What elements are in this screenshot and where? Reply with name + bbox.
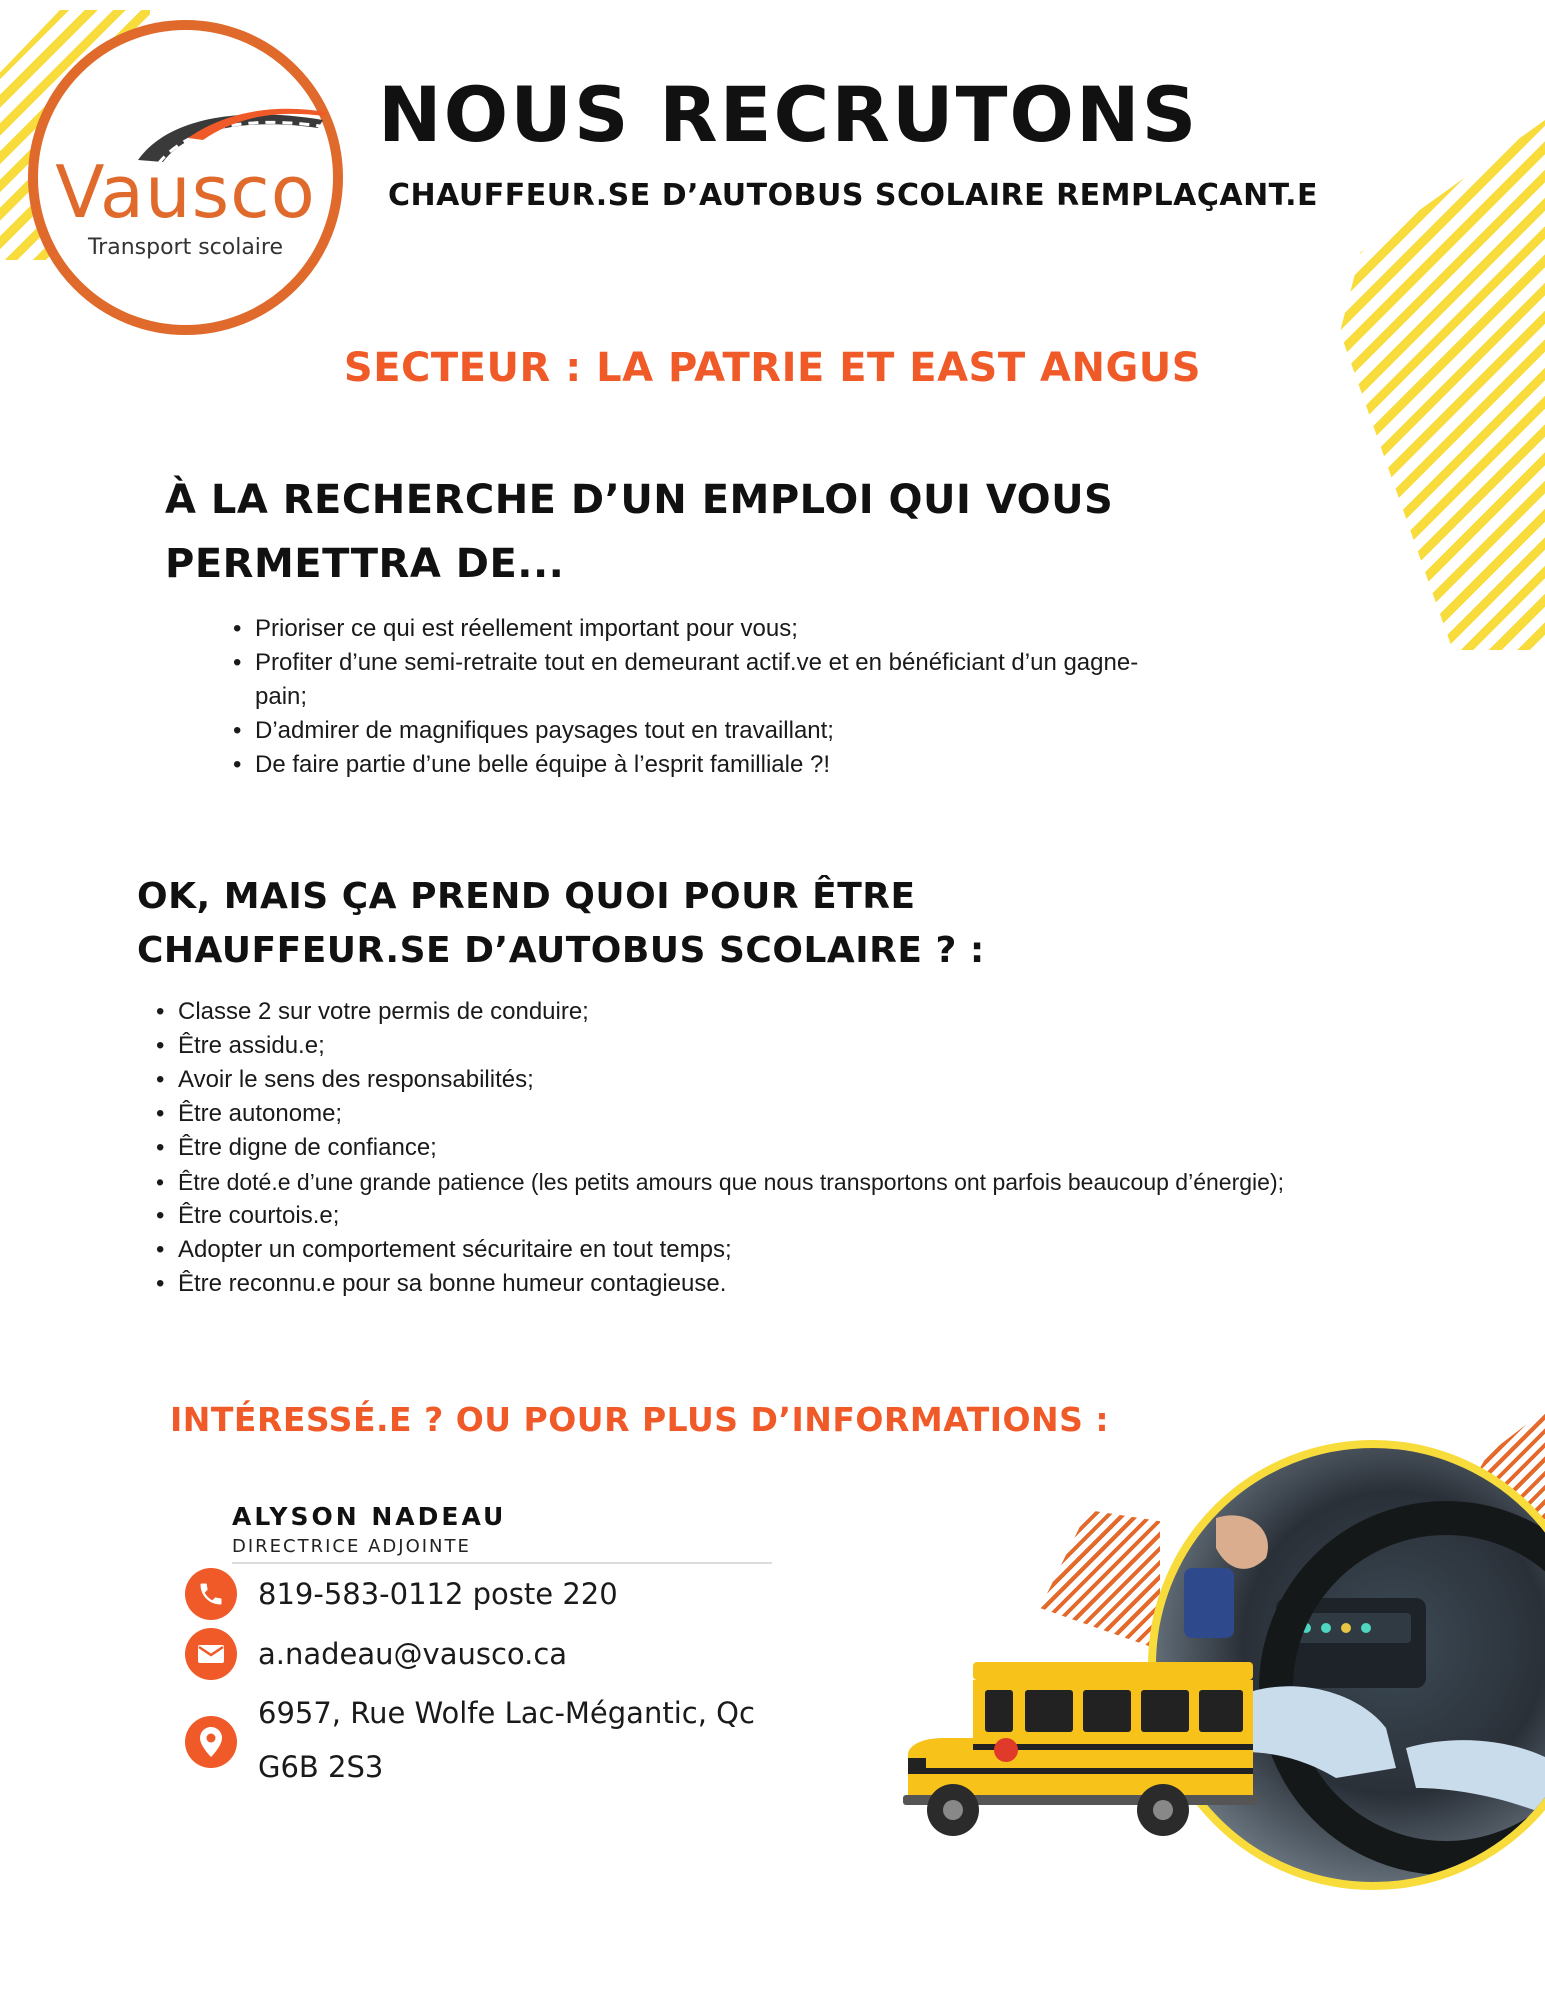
address-line2: G6B 2S3 [258, 1750, 384, 1784]
list-item: • D’admirer de magnifiques paysages tout en travaillant; [225, 714, 1185, 748]
list-item: • Être reconnu.e pour sa bonne humeur contagieuse. [148, 1267, 1528, 1301]
section1-heading-line2: PERMETTRA DE... [165, 541, 565, 587]
list-item: • Avoir le sens des responsabilités; [148, 1063, 1528, 1097]
section1-list [225, 612, 1185, 782]
contact-role: DIRECTRICE ADJOINTE [232, 1536, 471, 1557]
list-item: • Adopter un comportement sécuritaire en tout temps; [148, 1233, 1528, 1267]
page-title: NOUS RECRUTONS [378, 70, 1199, 159]
decorative-stripes-orange-small [1040, 1510, 1160, 1650]
address-line1: 6957, Rue Wolfe Lac-Mégantic, Qc [258, 1696, 755, 1730]
list-item: • Profiter d’une semi-retraite tout en demeurant actif.ve et en bénéficiant d’un gagne-pain; [225, 646, 1185, 714]
sector-heading: SECTEUR : LA PATRIE ET EAST ANGUS [343, 345, 1202, 391]
contact-name: ALYSON NADEAU [232, 1502, 507, 1531]
email-row [185, 1628, 567, 1680]
list-item: • Être assidu.e; [148, 1029, 1528, 1063]
phone-link[interactable]: 819-583-0112 poste 220 [258, 1577, 618, 1611]
list-item: • Être doté.e d’une grande patience (les petits amours que nous transportons ont parfois beaucoup d’énergie); [148, 1165, 1528, 1199]
section2-heading [137, 870, 985, 978]
logo-brand: Vausco [55, 150, 316, 234]
phone-row [185, 1568, 618, 1620]
contact-heading: INTÉRESSÉ.E ? OU POUR PLUS D’INFORMATIONS : [170, 1400, 1110, 1439]
section1-heading [165, 468, 1113, 596]
vausco-logo [28, 20, 343, 335]
section1-heading-line1: À LA RECHERCHE D’UN EMPLOI QUI VOUS [165, 477, 1114, 523]
list-item: • Être courtois.e; [148, 1199, 1528, 1233]
logo-tagline: Transport scolaire [87, 235, 284, 260]
section2-heading-line1: OK, MAIS ÇA PREND QUOI POUR ÊTRE [137, 876, 916, 917]
phone-icon [185, 1568, 237, 1620]
list-item: • Être digne de confiance; [148, 1131, 1528, 1165]
list-item: • De faire partie d’une belle équipe à l’esprit familliale ?! [225, 748, 1185, 782]
email-link[interactable]: a.nadeau@vausco.ca [258, 1637, 568, 1671]
list-item: • Être autonome; [148, 1097, 1528, 1131]
list-item: • Classe 2 sur votre permis de conduire; [148, 995, 1528, 1029]
section2-list [148, 995, 1528, 1301]
section2-heading-line2: CHAUFFEUR.SE D’AUTOBUS SCOLAIRE ? : [137, 930, 985, 971]
school-bus-illustration [903, 1660, 1263, 1845]
location-pin-icon [185, 1716, 237, 1768]
email-icon [185, 1628, 237, 1680]
list-item: • Prioriser ce qui est réellement important pour vous; [225, 612, 1185, 646]
contact-divider [232, 1562, 772, 1564]
page-subtitle: CHAUFFEUR.SE D’AUTOBUS SCOLAIRE REMPLAÇANT.E [388, 178, 1318, 213]
